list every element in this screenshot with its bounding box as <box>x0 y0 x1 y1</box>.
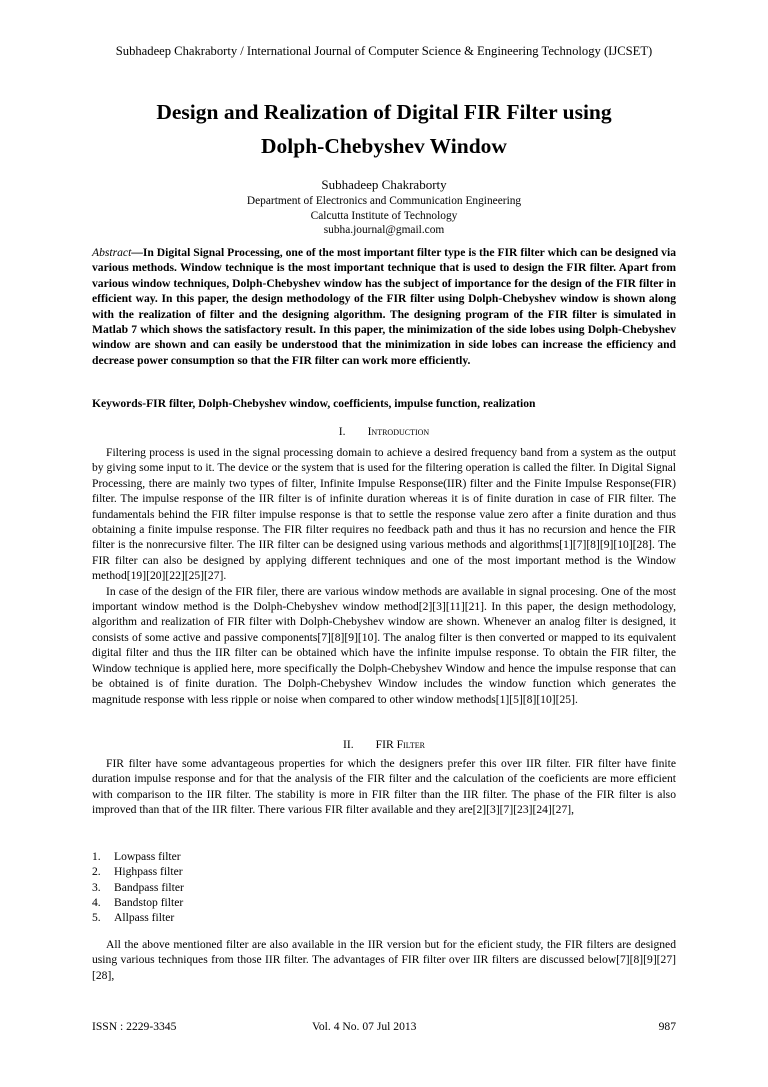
filter-type-list <box>92 849 676 925</box>
list-item: 5. Allpass filter <box>92 911 175 925</box>
abstract-lead: Abstract <box>92 246 132 259</box>
page-number: 987 <box>658 1020 676 1033</box>
section-number: I. <box>338 425 346 438</box>
introduction-body <box>92 445 676 707</box>
list-item: 4. Bandstop filter <box>92 895 184 909</box>
section-number: II. <box>343 738 354 751</box>
fir-filter-body <box>92 756 676 818</box>
section-title: Introduction <box>367 425 430 438</box>
paper-title <box>60 95 708 163</box>
abstract <box>92 245 676 368</box>
running-header: Subhadeep Chakraborty / International Journal of Computer Science & Engineering Technology (IJCSET) <box>115 44 653 58</box>
paragraph: FIR filter have some advantageous properties for which the designers prefer this over IIR filter. FIR filter have finite duration impulse response and for that the analysis of the FIR filter and the calculation of the coeficients are more efficient with comparison to the IIR filter. The stability is more in FIR filter than the IIR filter. The phase of the FIR filter is also improved than that of the IIR filter. There various FIR filter available and they are[2][3][7][23][24][27], <box>92 757 676 817</box>
footer-issn: ISSN : 2229-3345 <box>92 1020 177 1033</box>
author-name: Subhadeep Chakraborty <box>321 177 447 192</box>
abstract-dash: — <box>131 246 143 259</box>
fir-filter-body-continued <box>92 937 676 983</box>
title-line-1: Design and Realization of Digital FIR Filter using <box>156 100 612 124</box>
list-item: 3. Bandpass filter <box>92 880 184 894</box>
paragraph: In case of the design of the FIR filer, there are various window methods are available in signal procesing. One of the most important window method is the Dolph-Chebyshev window method[2][3][11][21]. In this paper, the design methodology, algorithm and realization of FIR filter with Dolph-Chebyshev window are shown. Whenever an analog filter is designed, it consists of some active and passive components[7][8][9][10]. The analog filter is then converted or mapped to its equivalent digital filter and thus the IIR filter can be obtained which have the infinite impulse response. To obtain the FIR filter, the Window technique is applied here, more specifically the Dolph-Chebyshev Window and hence the impulse response that can be obtained is of finite duration. The Dolph-Chebyshev Window includes the window function which generates the magnitude response with less ripple or noise when compared to other window methods[1][5][8][10][25]. <box>92 584 676 706</box>
section-heading-fir-filter <box>0 738 768 751</box>
paragraph: All the above mentioned filter are also available in the IIR version but for the eficient study, the FIR filters are designed using various techniques from those IIR filter. The advantages of FIR filter over IIR filters are discussed below[7][8][9][27][28], <box>92 938 676 982</box>
paragraph: Filtering process is used in the signal processing domain to achieve a desired frequency band from a system as the output by giving some input to it. The device or the system that is used for the filtering operation is called the filter. In Digital Signal Processing, there are mainly two types of filter, Infinite Impulse Response(IIR) filter and the Finite Impulse Response(FIR) filter. The impulse response of the IIR filter is of infinite duration whereas it is of finite duration in case of FIR filter. The fundamentals behind the FIR filter impulse response is that to settle the response value zero after a finite duration and thus obtaining a finite impulse response. The FIR filter requires no feedback path and thus it has no recursion and hence the FIR filter is the nonrecursive filter. The IIR filter can be designed using various methods and algorithms[1][7][8][9][10][28]. The FIR filter can also be designed by applying different techniques and one of the most important method is the Window method[19][20][22][25][27]. <box>92 446 676 583</box>
department: Department of Electronics and Communication Engineering <box>246 195 522 207</box>
institute: Calcutta Institute of Technology <box>310 209 458 222</box>
list-item: 2. Highpass filter <box>92 865 183 879</box>
author-email: subha.journal@gmail.com <box>323 224 445 236</box>
title-line-2: Dolph-Chebyshev Window <box>261 134 507 158</box>
author-affiliation <box>0 194 768 238</box>
section-heading-introduction <box>0 425 768 438</box>
abstract-text: In Digital Signal Processing, one of the most important filter type is the FIR filter which can be designed via various methods. Window technique is the most important technique that is used to design the FIR filter. Apart from various window techniques, Dolph-Chebyshev window has the subject of importance for the design of the FIR filter in efficient way. In this paper, the design methodology of the FIR filter using Dolph-Chebyshev window is shown along with the realization of filter and the designing algorithm. The designing program of the FIR filter is simulated in Matlab 7 which shows the satisfactory result. In this paper, the minimization of the side lobes using Dolph-Chebyshev window are shown and can easily be understood that the minimization in side lobes can increase the efficiency and decrease power consumption so that the FIR filter can work more efficiently. <box>92 246 676 367</box>
section-title: FIR Filter <box>375 738 425 751</box>
list-item: 1. Lowpass filter <box>92 850 181 863</box>
keywords: Keywords-FIR filter, Dolph-Chebyshev window, coefficients, impulse function, realization <box>92 397 536 410</box>
footer-volume: Vol. 4 No. 07 Jul 2013 <box>312 1020 417 1033</box>
